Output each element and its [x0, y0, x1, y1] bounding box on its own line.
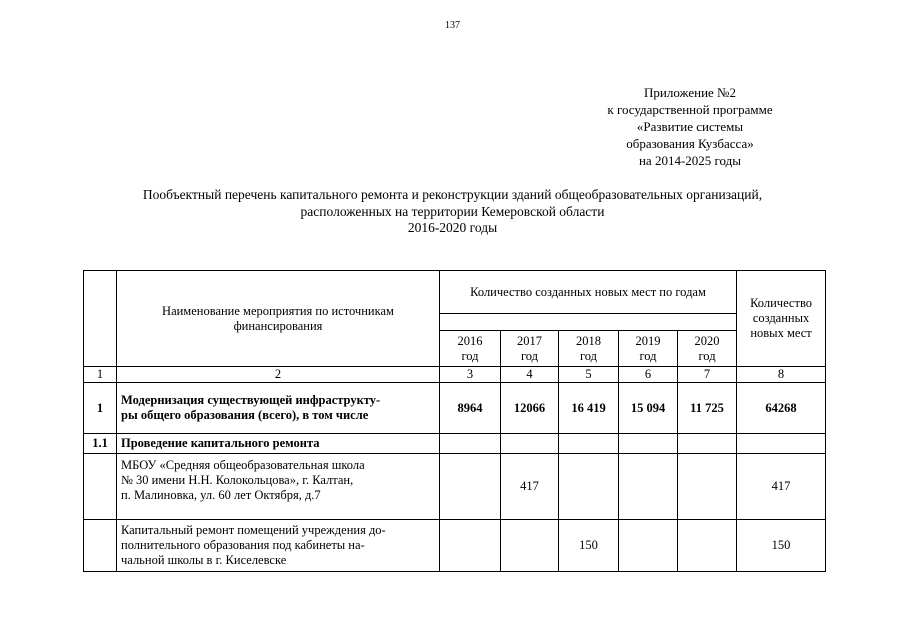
column-number-cell: 2: [117, 367, 440, 383]
header-year-cell: [440, 331, 501, 367]
year-unit: год: [461, 348, 479, 363]
value-cell: [440, 520, 501, 572]
row-name-line: чальной школы в г. Киселевске: [121, 553, 287, 567]
appendix-line: к государственной программе: [607, 102, 773, 117]
value-cell: [678, 434, 737, 454]
header-row: [84, 271, 826, 314]
year-unit: год: [520, 348, 539, 363]
header-years-group-label: Количество созданных новых мест по годам: [470, 284, 706, 299]
row-name-line: ры общего образования (всего), в том числе: [121, 408, 369, 422]
row-name-line: Модернизация существующей инфраструкту-: [121, 393, 381, 407]
value-cell: 15 094: [619, 383, 678, 434]
row-name-cell: Проведение капитального ремонта: [117, 434, 440, 454]
title-line: расположенных на территории Кемеровской области: [300, 203, 605, 219]
value-cell: 12066: [501, 383, 559, 434]
year-label: 2019: [635, 333, 661, 348]
value-cell: 8964: [440, 383, 501, 434]
value-cell: [440, 454, 501, 520]
title-line: Пообъектный перечень капитального ремонта и реконструкции зданий общеобразовательных организаций,: [142, 187, 763, 202]
column-number-cell: 5: [559, 367, 619, 383]
value-cell: [678, 454, 737, 520]
row-name-line: МБОУ «Средняя общеобразовательная школа: [121, 458, 365, 472]
table-row: [84, 383, 826, 434]
row-name-cell: [117, 454, 440, 520]
total-cell: 417: [737, 454, 826, 520]
row-name-line: п. Малиновка, ул. 60 лет Октября, д.7: [121, 488, 321, 502]
row-number-cell: 1.1: [84, 434, 117, 454]
row-name-cell: [117, 383, 440, 434]
year-label: 2018: [576, 333, 601, 348]
year-label: 2020: [694, 333, 720, 348]
value-cell: 11 725: [678, 383, 737, 434]
row-number-cell: [84, 454, 117, 520]
document-title: [60, 187, 845, 237]
value-cell: [440, 434, 501, 454]
value-cell: [619, 454, 678, 520]
column-number-cell: 7: [678, 367, 737, 383]
capital-repair-table: [83, 270, 826, 572]
value-cell: [619, 434, 678, 454]
row-name-line: Капитальный ремонт помещений учреждения до-: [121, 523, 386, 537]
table-row: [84, 520, 826, 572]
table-row: [84, 454, 826, 520]
header-name-label: Наименование мероприятия по источникам финансирования: [162, 303, 394, 333]
value-cell: [678, 520, 737, 572]
year-unit: год: [579, 348, 598, 363]
value-cell: [501, 434, 559, 454]
page-number: 137: [445, 20, 460, 31]
column-number-row: [84, 367, 826, 383]
value-cell: [501, 520, 559, 572]
table-row: [84, 434, 826, 454]
total-cell: 64268: [737, 383, 826, 434]
row-number-cell: [84, 520, 117, 572]
value-cell: 16 419: [559, 383, 619, 434]
year-unit: год: [639, 348, 657, 363]
header-year-cell: [501, 331, 559, 367]
appendix-line: образования Кузбасса»: [626, 136, 754, 151]
header-name-cell: [117, 271, 440, 367]
appendix-line: Приложение №2: [644, 85, 736, 100]
row-name-line: № 30 имени Н.Н. Колокольцова», г. Калтан,: [121, 473, 354, 487]
value-cell: 150: [559, 520, 619, 572]
year-unit: год: [698, 348, 716, 363]
value-cell: 417: [501, 454, 559, 520]
total-cell: [737, 434, 826, 454]
column-number-cell: 8: [737, 367, 826, 383]
value-cell: [559, 454, 619, 520]
total-cell: 150: [737, 520, 826, 572]
header-total-label: Количество созданных новых мест: [750, 296, 813, 340]
column-number-cell: 3: [440, 367, 501, 383]
row-number-cell: 1: [84, 383, 117, 434]
column-number-cell: 6: [619, 367, 678, 383]
year-label: 2016: [457, 333, 483, 348]
appendix-block: [560, 84, 820, 169]
value-cell: [619, 520, 678, 572]
year-label: 2017: [517, 333, 542, 348]
appendix-line: на 2014-2025 годы: [638, 153, 742, 168]
value-cell: [559, 434, 619, 454]
header-total-cell: [737, 271, 826, 367]
row-name-cell: [117, 520, 440, 572]
header-years-group-cell: [440, 271, 737, 314]
column-number-cell: 1: [84, 367, 117, 383]
column-number-cell: 4: [501, 367, 559, 383]
header-number-cell: [84, 271, 117, 367]
appendix-line: «Развитие системы: [636, 119, 744, 134]
row-name-line: полнительного образования под кабинеты на-: [121, 538, 365, 552]
header-spacer-cell: [440, 314, 737, 331]
title-line: 2016-2020 годы: [407, 220, 498, 235]
header-year-cell: [619, 331, 678, 367]
header-year-cell: [559, 331, 619, 367]
header-year-cell: [678, 331, 737, 367]
